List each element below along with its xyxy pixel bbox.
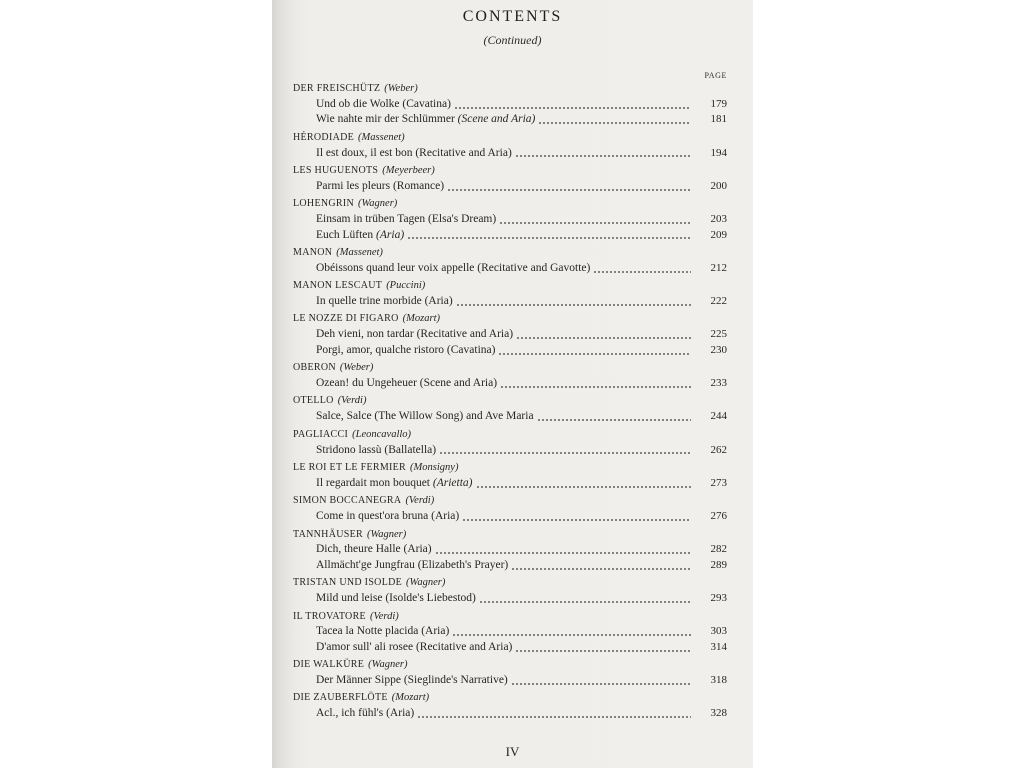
toc-group xyxy=(293,276,727,309)
toc-heading xyxy=(293,243,727,258)
toc-entry xyxy=(293,327,727,342)
opera-title: TANNHÄUSER xyxy=(293,528,363,540)
toc-group xyxy=(293,607,727,656)
page-number: 179 xyxy=(710,97,727,110)
opera-title: DIE WALKÜRE xyxy=(293,659,365,671)
dot-leader xyxy=(501,376,691,391)
page-title: CONTENTS xyxy=(462,8,563,25)
dot-leader xyxy=(539,112,691,127)
toc-entry xyxy=(293,179,727,194)
entry-form: (Arietta) xyxy=(432,476,473,489)
page-number: 181 xyxy=(710,113,727,126)
toc-entry xyxy=(293,673,727,688)
entry-title: Wie nahte mir der Schlümmer xyxy=(316,113,455,126)
toc-group xyxy=(293,655,727,688)
toc-group xyxy=(293,425,727,458)
toc-entry xyxy=(293,146,727,161)
toc-heading xyxy=(293,688,727,703)
entry-title: Stridono lassù (Ballatella) xyxy=(316,443,437,456)
entry-label xyxy=(316,558,508,573)
entry-title: Allmächt'ge Jungfrau (Elizabeth's Prayer) xyxy=(316,558,509,571)
dot-leader xyxy=(440,443,691,458)
composer-label: (Leoncavallo) xyxy=(352,428,412,440)
toc-group xyxy=(293,491,727,524)
toc-entry xyxy=(293,591,727,606)
page-number: 203 xyxy=(710,213,727,226)
entry-title: Acl., ich fühl's (Aria) xyxy=(316,707,415,720)
entry-title: D'amor sull' ali rosee (Recitative and Aria) xyxy=(316,640,513,653)
entry-label xyxy=(316,591,476,606)
composer-label: (Monsigny) xyxy=(410,461,459,473)
toc-entry xyxy=(293,97,727,112)
entry-title: Dich, theure Halle (Aria) xyxy=(316,543,432,556)
opera-title: PAGLIACCI xyxy=(293,428,349,440)
toc-heading xyxy=(293,79,727,94)
toc-heading xyxy=(293,128,727,143)
composer-label: (Verdi) xyxy=(337,395,367,407)
entry-form: (Aria) xyxy=(376,228,405,241)
composer-label: (Mozart) xyxy=(391,692,430,704)
page-number: 222 xyxy=(710,295,727,308)
opera-title: DIE ZAUBERFLÖTE xyxy=(293,692,388,704)
page-number: 314 xyxy=(710,640,727,653)
opera-title: LOHENGRIN xyxy=(293,198,355,210)
page-number: 209 xyxy=(710,228,727,241)
dot-leader xyxy=(455,97,691,112)
entry-label xyxy=(316,673,508,688)
toc-entry xyxy=(293,212,727,227)
page-number: 200 xyxy=(710,179,727,192)
entry-label xyxy=(316,97,451,112)
dot-leader xyxy=(517,327,691,342)
composer-label: (Wagner) xyxy=(406,577,446,589)
toc-heading xyxy=(293,525,727,540)
toc-entry xyxy=(293,624,727,639)
entry-title: Porgi, amor, qualche ristoro (Cavatina) xyxy=(316,343,496,356)
toc-entry xyxy=(293,409,727,424)
toc-entry xyxy=(293,542,727,557)
toc-group xyxy=(293,128,727,161)
entry-title: Obéissons quand leur voix appelle (Recitative and Gavotte) xyxy=(316,261,591,274)
composer-label: (Weber) xyxy=(339,362,374,374)
opera-title: OBERON xyxy=(293,362,336,374)
page-number: 262 xyxy=(710,443,727,456)
toc-entry xyxy=(293,558,727,573)
entry-title: Und ob die Wolke (Cavatina) xyxy=(316,97,451,110)
entry-label xyxy=(316,476,473,491)
entry-title: Salce, Salce (The Willow Song) and Ave Maria xyxy=(316,410,534,423)
toc-group xyxy=(293,688,727,721)
page-number: 276 xyxy=(710,510,727,523)
dot-leader xyxy=(418,706,691,721)
toc-group xyxy=(293,309,727,358)
toc-entry xyxy=(293,261,727,276)
opera-title: OTELLO xyxy=(293,395,334,407)
page-number: 233 xyxy=(710,377,727,390)
composer-label: (Verdi) xyxy=(405,495,435,507)
dot-leader xyxy=(408,228,691,243)
entry-title: Einsam in trüben Tagen (Elsa's Dream) xyxy=(316,213,497,226)
page-number: 293 xyxy=(710,592,727,605)
toc-entry xyxy=(293,376,727,391)
entry-label xyxy=(316,146,512,161)
toc-entry xyxy=(293,706,727,721)
toc-heading xyxy=(293,655,727,670)
page-number: 194 xyxy=(710,146,727,159)
entry-title: In quelle trine morbide (Aria) xyxy=(316,295,453,308)
dot-leader xyxy=(512,673,691,688)
entry-label xyxy=(316,228,404,243)
dot-leader xyxy=(448,179,691,194)
dot-leader xyxy=(512,558,691,573)
toc-entry xyxy=(293,228,727,243)
opera-title: LE NOZZE DI FIGARO xyxy=(293,313,399,325)
entry-title: Tacea la Notte placida (Aria) xyxy=(316,625,450,638)
toc-entry xyxy=(293,640,727,655)
dot-leader xyxy=(477,476,692,491)
entry-label xyxy=(316,624,449,639)
page-column-label: PAGE xyxy=(704,71,727,80)
toc-heading xyxy=(293,491,727,506)
toc-group xyxy=(293,573,727,606)
entry-label xyxy=(316,509,459,524)
entry-title: Il est doux, il est bon (Recitative and Aria) xyxy=(316,146,512,159)
toc-group xyxy=(293,458,727,491)
toc-group xyxy=(293,525,727,574)
dot-leader xyxy=(516,146,691,161)
entry-label xyxy=(316,376,497,391)
composer-label: (Puccini) xyxy=(386,280,426,292)
entry-title: Ozean! du Ungeheuer (Scene and Aria) xyxy=(316,377,498,390)
entry-title: Mild und leise (Isolde's Liebestod) xyxy=(316,592,476,605)
dot-leader xyxy=(499,343,691,358)
toc-heading xyxy=(293,309,727,324)
opera-title: MANON xyxy=(293,246,333,258)
page-number: 225 xyxy=(710,328,727,341)
composer-label: (Wagner) xyxy=(358,198,398,210)
scanned-page xyxy=(272,0,753,768)
entry-label xyxy=(316,294,453,309)
entry-title: Der Männer Sippe (Sieglinde's Narrative) xyxy=(316,674,508,687)
entry-title: Come in quest'ora bruna (Aria) xyxy=(316,510,460,523)
toc-heading xyxy=(293,573,727,588)
entry-label xyxy=(316,179,444,194)
dot-leader xyxy=(594,261,691,276)
composer-label: (Massenet) xyxy=(336,246,383,258)
toc-heading xyxy=(293,276,727,291)
toc-entry xyxy=(293,294,727,309)
page-number: 318 xyxy=(710,674,727,687)
toc-group xyxy=(293,358,727,391)
toc-group xyxy=(293,161,727,194)
toc-heading xyxy=(293,161,727,176)
opera-title: LES HUGUENOTS xyxy=(293,164,379,176)
entry-label xyxy=(316,706,414,721)
entry-label xyxy=(316,640,512,655)
toc-heading xyxy=(293,458,727,473)
toc-group xyxy=(293,243,727,276)
toc-entry xyxy=(293,112,727,127)
opera-title: DER FREISCHÜTZ xyxy=(293,83,381,94)
toc-heading xyxy=(293,358,727,373)
entry-label xyxy=(316,212,496,227)
entry-form: (Scene and Aria) xyxy=(457,113,536,126)
entry-label xyxy=(316,409,534,424)
entry-label xyxy=(316,542,432,557)
dot-leader xyxy=(500,212,691,227)
toc-group xyxy=(293,194,727,243)
page-number: 273 xyxy=(710,476,727,489)
toc-entry xyxy=(293,443,727,458)
page-number: 282 xyxy=(710,543,727,556)
dot-leader xyxy=(453,624,691,639)
page-number: 230 xyxy=(710,343,727,356)
entry-label xyxy=(316,343,495,358)
toc-group xyxy=(293,391,727,424)
dot-leader xyxy=(457,294,691,309)
toc-heading xyxy=(293,607,727,622)
toc-heading xyxy=(293,425,727,440)
entry-label xyxy=(316,443,436,458)
page-number: 303 xyxy=(710,625,727,638)
entry-title: Il regardait mon bouquet xyxy=(316,476,431,489)
page-number: 328 xyxy=(710,707,727,720)
toc-heading xyxy=(293,194,727,209)
composer-label: (Mozart) xyxy=(402,313,441,325)
opera-title: IL TROVATORE xyxy=(293,610,366,622)
dot-leader xyxy=(538,409,691,424)
page-number: 212 xyxy=(710,261,727,274)
page-subtitle: (Continued) xyxy=(483,33,542,47)
dot-leader xyxy=(463,509,691,524)
opera-title: HÉRODIADE xyxy=(293,131,355,143)
opera-title: TRISTAN UND ISOLDE xyxy=(293,577,403,589)
entry-title: Parmi les pleurs (Romance) xyxy=(316,179,445,192)
opera-title: LE ROI ET LE FERMIER xyxy=(293,461,407,473)
opera-title: MANON LESCAUT xyxy=(293,280,383,292)
toc-entry xyxy=(293,509,727,524)
page-folio: IV xyxy=(505,744,520,759)
composer-label: (Weber) xyxy=(384,83,418,94)
table-of-contents xyxy=(293,79,727,722)
composer-label: (Massenet) xyxy=(358,131,405,143)
dot-leader xyxy=(480,591,691,606)
composer-label: (Verdi) xyxy=(369,610,399,622)
composer-label: (Wagner) xyxy=(368,659,408,671)
entry-label xyxy=(316,327,513,342)
entry-label xyxy=(316,112,535,127)
toc-heading xyxy=(293,391,727,406)
entry-title: Deh vieni, non tardar (Recitative and Aria) xyxy=(316,328,514,341)
entry-title: Euch Lüften xyxy=(316,228,374,241)
toc-entry xyxy=(293,343,727,358)
dot-leader xyxy=(516,640,691,655)
composer-label: (Wagner) xyxy=(366,528,407,540)
opera-title: SIMON BOCCANEGRA xyxy=(293,495,402,507)
entry-label xyxy=(316,261,590,276)
page-number: 289 xyxy=(710,558,727,571)
page-number: 244 xyxy=(710,410,727,423)
toc-group xyxy=(293,79,727,128)
dot-leader xyxy=(436,542,691,557)
composer-label: (Meyerbeer) xyxy=(382,164,435,176)
toc-entry xyxy=(293,476,727,491)
